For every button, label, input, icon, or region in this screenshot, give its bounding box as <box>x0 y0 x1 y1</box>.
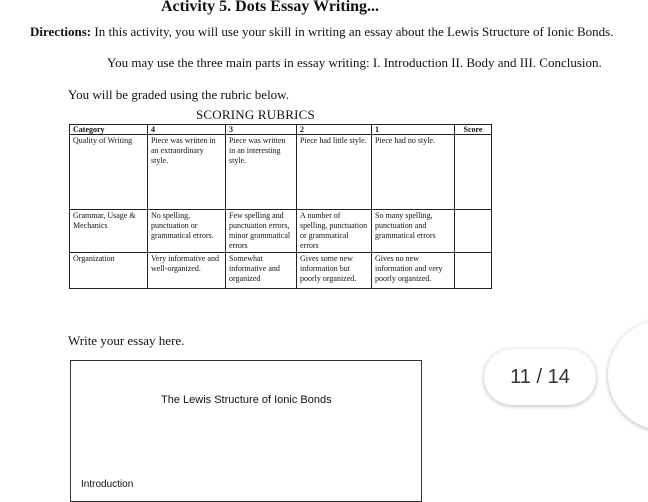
essay-intro-heading: Introduction <box>81 479 134 490</box>
score1-cell: So many spelling, punctuation and grammatical errors <box>372 210 455 253</box>
score4-cell: Very informative and well-organized. <box>148 253 226 289</box>
header-category: Category <box>70 125 148 135</box>
header-4: 4 <box>148 125 226 135</box>
score3-cell: Few spelling and punctuation errors, minor grammatical errors <box>226 210 297 253</box>
score3-cell: Piece was written in an interesting style. <box>226 135 297 210</box>
score1-cell: Gives no new information and very poorly organized. <box>372 253 455 289</box>
page-indicator: 11 / 14 <box>484 349 596 405</box>
score1-cell: Piece had no style. <box>372 135 455 210</box>
scoring-rubric-table <box>69 124 492 289</box>
parts-paragraph: You may use the three main parts in essay writing: I. Introduction II. Body and III. Conclusion. <box>107 55 602 70</box>
essay-instruction: Write your essay here. <box>68 333 185 348</box>
score4-cell: Piece was written in an extraordinary style. <box>148 135 226 210</box>
category-cell: Grammar, Usage & Mechanics <box>70 210 148 253</box>
rubric-row-grammar <box>70 210 492 253</box>
score2-cell: Gives some new information but poorly organized. <box>297 253 372 289</box>
score-cell <box>455 210 492 253</box>
category-cell: Organization <box>70 253 148 289</box>
score-cell <box>455 253 492 289</box>
activity-title: Activity 5. Dots Essay Writing... <box>160 0 380 15</box>
graded-text: You will be graded using the rubric below. <box>68 87 289 102</box>
rubric-row-quality <box>70 135 492 210</box>
score2-cell: Piece had little style. <box>297 135 372 210</box>
score2-cell: A number of spelling, punctuation or grammatical errors <box>297 210 372 253</box>
header-score: Score <box>455 125 492 135</box>
essay-box <box>70 360 422 502</box>
score-cell <box>455 135 492 210</box>
rubric-row-organization <box>70 253 492 289</box>
header-3: 3 <box>226 125 297 135</box>
header-1: 1 <box>372 125 455 135</box>
score4-cell: No spelling, punctuation or grammatical errors. <box>148 210 226 253</box>
score3-cell: Somewhat informative and organized <box>226 253 297 289</box>
directions-text: In this activity, you will use your skill in writing an essay about the Lewis Structure of Ionic Bonds. <box>91 24 614 39</box>
category-cell: Quality of Writing <box>70 135 148 210</box>
essay-title: The Lewis Structure of Ionic Bonds <box>161 394 332 406</box>
header-2: 2 <box>297 125 372 135</box>
rubric-title: SCORING RUBRICS <box>196 107 315 122</box>
directions-label: Directions: <box>30 24 92 39</box>
rubric-header-row <box>70 125 492 135</box>
directions-paragraph <box>30 24 620 39</box>
